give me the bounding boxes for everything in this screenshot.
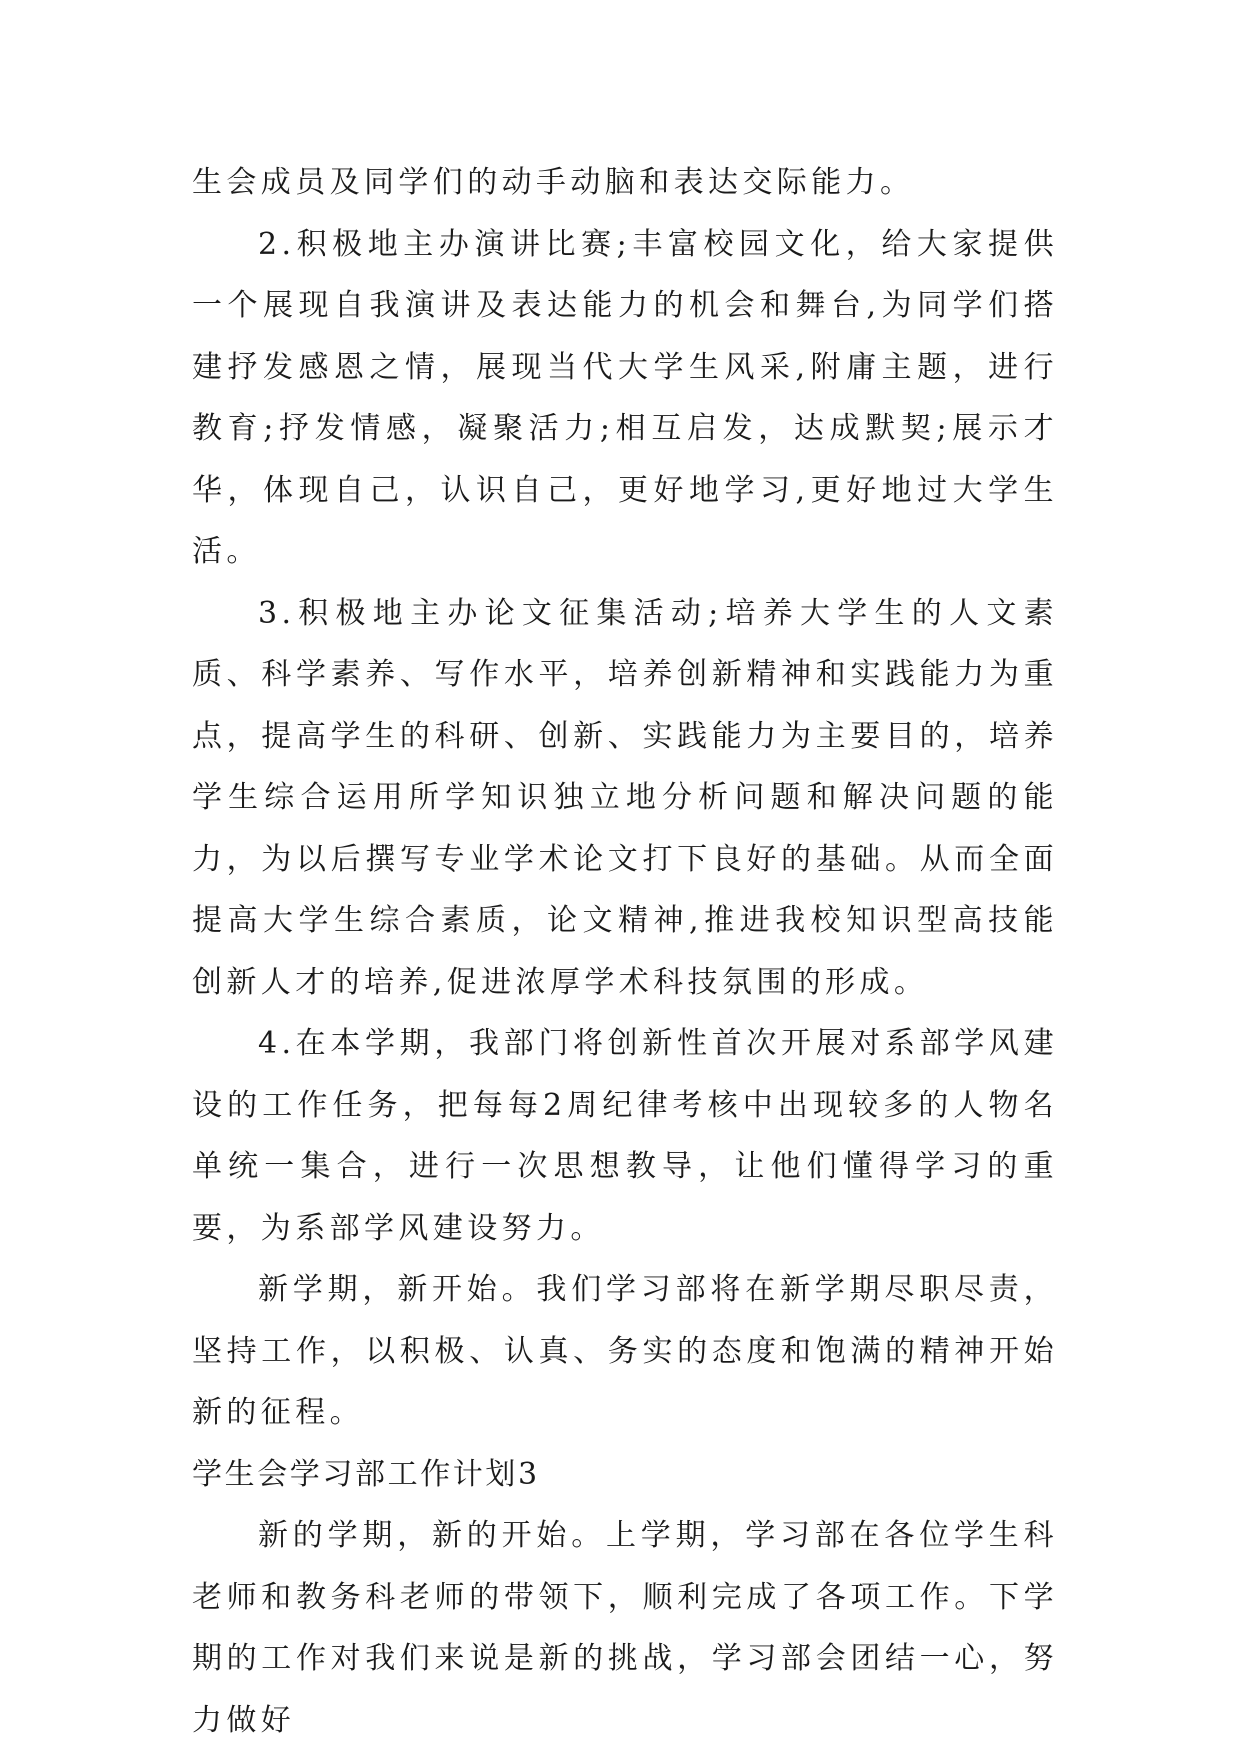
paragraph-item-2: 2.积极地主办演讲比赛;丰富校园文化，给大家提供一个展现自我演讲及表达能力的机会和舞台,为同学们搭建抒发感恩之情，展现当代大学生风采,附庸主题，进行教育;抒发情感，凝聚活力;相互启发，达成默契;展示才华，体现自己，认识自己，更好地学习,更好地过大学生活。 xyxy=(192,226,1058,569)
paragraph-item-4: 4.在本学期，我部门将创新性首次开展对系部学风建设的工作任务，把每每2周纪律考核中出现较多的人物名单统一集合，进行一次思想教导，让他们懂得学习的重要，为系部学风建设努力。 xyxy=(192,1026,1058,1246)
document-body xyxy=(192,152,1058,1751)
paragraph-continuation: 生会成员及同学们的动手动脑和表达交际能力。 xyxy=(192,165,915,200)
paragraph-intro: 新的学期，新的开始。上学期，学习部在各位学生科老师和教务科老师的带领下，顺利完成了各项工作。下学期的工作对我们来说是新的挑战，学习部会团结一心，努力做好 xyxy=(192,1518,1058,1738)
section-heading: 学生会学习部工作计划3 xyxy=(192,1456,540,1492)
paragraph-conclusion: 新学期，新开始。我们学习部将在新学期尽职尽责，坚持工作，以积极、认真、务实的态度和饱满的精神开始新的征程。 xyxy=(192,1272,1058,1430)
paragraph-item-3: 3.积极地主办论文征集活动;培养大学生的人文素质、科学素养、写作水平，培养创新精神和实践能力为重点，提高学生的科研、创新、实践能力为主要目的，培养学生综合运用所学知识独立地分析问题和解决问题的能力，为以后撰写专业学术论文打下良好的基础。从而全面提高大学生综合素质，论文精神,推进我校知识型高技能创新人才的培养,促进浓厚学术科技氛围的形成。 xyxy=(192,595,1058,1000)
